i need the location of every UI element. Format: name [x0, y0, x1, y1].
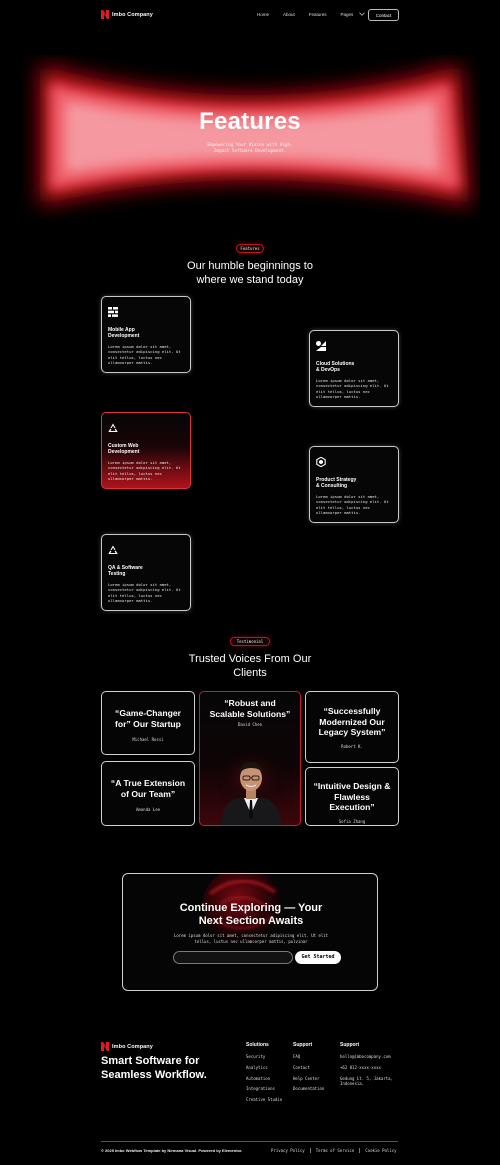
- nav-link-features[interactable]: Features: [308, 12, 327, 17]
- hero-subtitle: Empowering Your Vision with High-Impact Software Development.: [207, 143, 293, 154]
- feature-card-qa-testing[interactable]: [101, 534, 191, 611]
- cookie-policy-link[interactable]: Cookie Policy: [359, 1148, 401, 1153]
- feature-title: [108, 327, 184, 340]
- page-title: Features: [199, 108, 301, 135]
- cta-title: [123, 902, 378, 928]
- feature-title-line2: Development: [108, 333, 140, 340]
- nav-link-pages[interactable]: [341, 12, 365, 17]
- footer-legal-links: [271, 1148, 402, 1153]
- feature-title-line1: Product Strategy: [316, 477, 357, 483]
- feature-description: Lorem ipsum dolor sit amet, consectetur adipiscing elit. Ut elit tellus, luctus nec ullamcorper mattis.: [316, 493, 389, 516]
- cta-section: [122, 873, 378, 991]
- testimonial-quote: “A True Extension of Our Team”: [110, 778, 186, 799]
- feature-title-line1: Mobile App: [108, 327, 135, 333]
- testimonial-quote: “Robust and Scalable Solutions”: [209, 698, 291, 719]
- feature-title: [316, 477, 392, 490]
- feature-card-product-strategy[interactable]: [309, 446, 399, 523]
- footer-email-link[interactable]: hello@imbocompany.com: [340, 1054, 391, 1059]
- cta-description: Lorem ipsum dolor sit amet, consectetur adipiscing elit. Ut elit tellus, luctus nec ullamcorper mattis, pulvinar: [173, 933, 329, 944]
- testimonial-quote: “Game-Changer for” Our Startup: [115, 708, 181, 729]
- get-started-button[interactable]: Get Started: [295, 951, 341, 964]
- footer-link[interactable]: FAQ: [293, 1054, 301, 1059]
- footer-column-support: [293, 1042, 324, 1097]
- testimonial-quote: “Successfully Modernized Our Legacy System”: [318, 706, 386, 737]
- feature-title: [108, 443, 184, 456]
- footer-logo[interactable]: [101, 1042, 153, 1051]
- logo-mark-icon: [101, 10, 109, 19]
- cloud-shapes-icon: [316, 341, 326, 351]
- nav-link-home[interactable]: Home: [257, 12, 270, 17]
- grid-icon: [108, 307, 118, 317]
- footer-tagline-line2: Seamless Workflow.: [101, 1068, 207, 1081]
- testimonial-portrait: [216, 754, 286, 826]
- testimonial-pill: Testimonial: [230, 637, 270, 646]
- testimonial-card[interactable]: [305, 767, 399, 826]
- features-pill: Features: [236, 244, 264, 253]
- testimonial-quote: “Intuitive Design & Flawless Execution”: [313, 781, 391, 812]
- footer-column-heading: Support: [293, 1042, 313, 1048]
- logo-mark-icon: [101, 1042, 109, 1051]
- testimonial-card[interactable]: [101, 761, 195, 826]
- feature-title-line2: Testing: [108, 571, 126, 578]
- testimonial-author: Amanda Lee: [135, 807, 161, 812]
- features-heading: [0, 259, 500, 287]
- recycle-icon: [108, 545, 118, 555]
- cta-title-line1: Continue Exploring — Your: [179, 902, 323, 914]
- footer-tagline-line1: Smart Software for: [101, 1055, 200, 1067]
- footer-copyright: © 2025 Imbo Webflow Template by Nirmana Visual. Powered by Elementor.: [101, 1148, 243, 1153]
- feature-description: Lorem ipsum dolor sit amet, consectetur adipiscing elit. Ut elit tellus, luctus nec ullamcorper mattis.: [108, 581, 181, 604]
- email-input[interactable]: [173, 951, 293, 964]
- feature-card-custom-web[interactable]: [101, 412, 191, 489]
- testimonial-card[interactable]: [101, 691, 195, 755]
- footer-column-heading: Solutions: [246, 1042, 269, 1048]
- testimonial-card-featured[interactable]: [199, 691, 301, 826]
- feature-title-line1: Cloud Solutions: [316, 361, 355, 367]
- testimonial-author: Michael Rossi: [132, 737, 164, 742]
- footer-column-heading: Support: [340, 1042, 360, 1048]
- feature-title-line2: & Consulting: [316, 483, 348, 490]
- feature-title-line1: QA & Software: [108, 565, 143, 571]
- footer-phone-link[interactable]: +62 812-xxxx-xxxx: [340, 1064, 381, 1070]
- footer-link[interactable]: Creative Studio: [246, 1097, 283, 1103]
- feature-card-mobile-app[interactable]: [101, 296, 191, 373]
- feature-description: Lorem ipsum dolor sit amet, consectetur adipiscing elit. Ut elit tellus, luctus nec ullamcorper mattis.: [316, 377, 389, 400]
- testimonial-author: Robert K.: [341, 743, 363, 749]
- footer-link[interactable]: Contact: [293, 1064, 310, 1070]
- testimonials-heading: [0, 652, 500, 680]
- footer-column-solutions: [246, 1042, 282, 1108]
- footer-link[interactable]: Analytics: [246, 1064, 268, 1070]
- feature-title-line1: Custom Web: [108, 443, 139, 449]
- feature-title: [108, 565, 184, 578]
- testimonial-author: Sofia Zhang: [338, 818, 366, 824]
- footer-address-line1: Gedung Lt. 5, Jakarta,: [340, 1075, 393, 1081]
- footer-brand-name: Imbo Company: [112, 1043, 153, 1050]
- footer-divider: [101, 1141, 398, 1142]
- footer-link[interactable]: Help Center: [293, 1075, 320, 1081]
- contact-button[interactable]: Contact: [368, 9, 399, 21]
- footer-column-contact: [340, 1042, 393, 1091]
- chevron-down-icon: [359, 12, 365, 16]
- testimonials-heading-line2: Clients: [233, 667, 267, 679]
- nav-link-pages-label: Pages: [340, 12, 354, 17]
- footer-link[interactable]: Integrations: [246, 1086, 275, 1092]
- footer-link[interactable]: Documentation: [293, 1086, 325, 1092]
- features-heading-line1: Our humble beginnings to: [187, 260, 313, 272]
- feature-description: Lorem ipsum dolor sit amet, consectetur adipiscing elit. Ut elit tellus, luctus nec ullamcorper mattis.: [108, 459, 181, 482]
- nav-link-about[interactable]: About: [283, 12, 295, 17]
- testimonial-author: David Chen: [237, 722, 263, 727]
- feature-title: [316, 361, 392, 374]
- cta-title-line2: Next Section Awaits: [198, 915, 304, 927]
- nav-links: [257, 12, 365, 17]
- testimonial-card[interactable]: [305, 691, 399, 763]
- terms-of-service-link[interactable]: Terms of Service: [310, 1148, 360, 1153]
- hero-glow-graphic: [20, 55, 480, 220]
- brand-logo[interactable]: [101, 10, 153, 19]
- brand-name: Imbo Company: [112, 11, 153, 18]
- footer-link[interactable]: Security: [246, 1054, 266, 1059]
- footer-tagline: [101, 1055, 207, 1082]
- feature-title-line2: & DevOps: [316, 367, 340, 374]
- recycle-icon: [108, 423, 118, 433]
- testimonials-heading-line1: Trusted Voices From Our: [188, 653, 312, 665]
- feature-card-cloud-devops[interactable]: [309, 330, 399, 407]
- top-navbar: [0, 0, 500, 30]
- feature-title-line2: Development: [108, 449, 140, 456]
- hexagon-icon: [316, 457, 326, 467]
- footer-address-line2: Indonesia.: [340, 1080, 365, 1086]
- footer-link[interactable]: Automation: [246, 1075, 271, 1081]
- features-heading-line2: where we stand today: [196, 274, 304, 286]
- privacy-policy-link[interactable]: Privacy Policy: [271, 1148, 305, 1153]
- feature-description: Lorem ipsum dolor sit amet, consectetur adipiscing elit. Ut elit tellus, luctus nec ullamcorper mattis.: [108, 343, 181, 366]
